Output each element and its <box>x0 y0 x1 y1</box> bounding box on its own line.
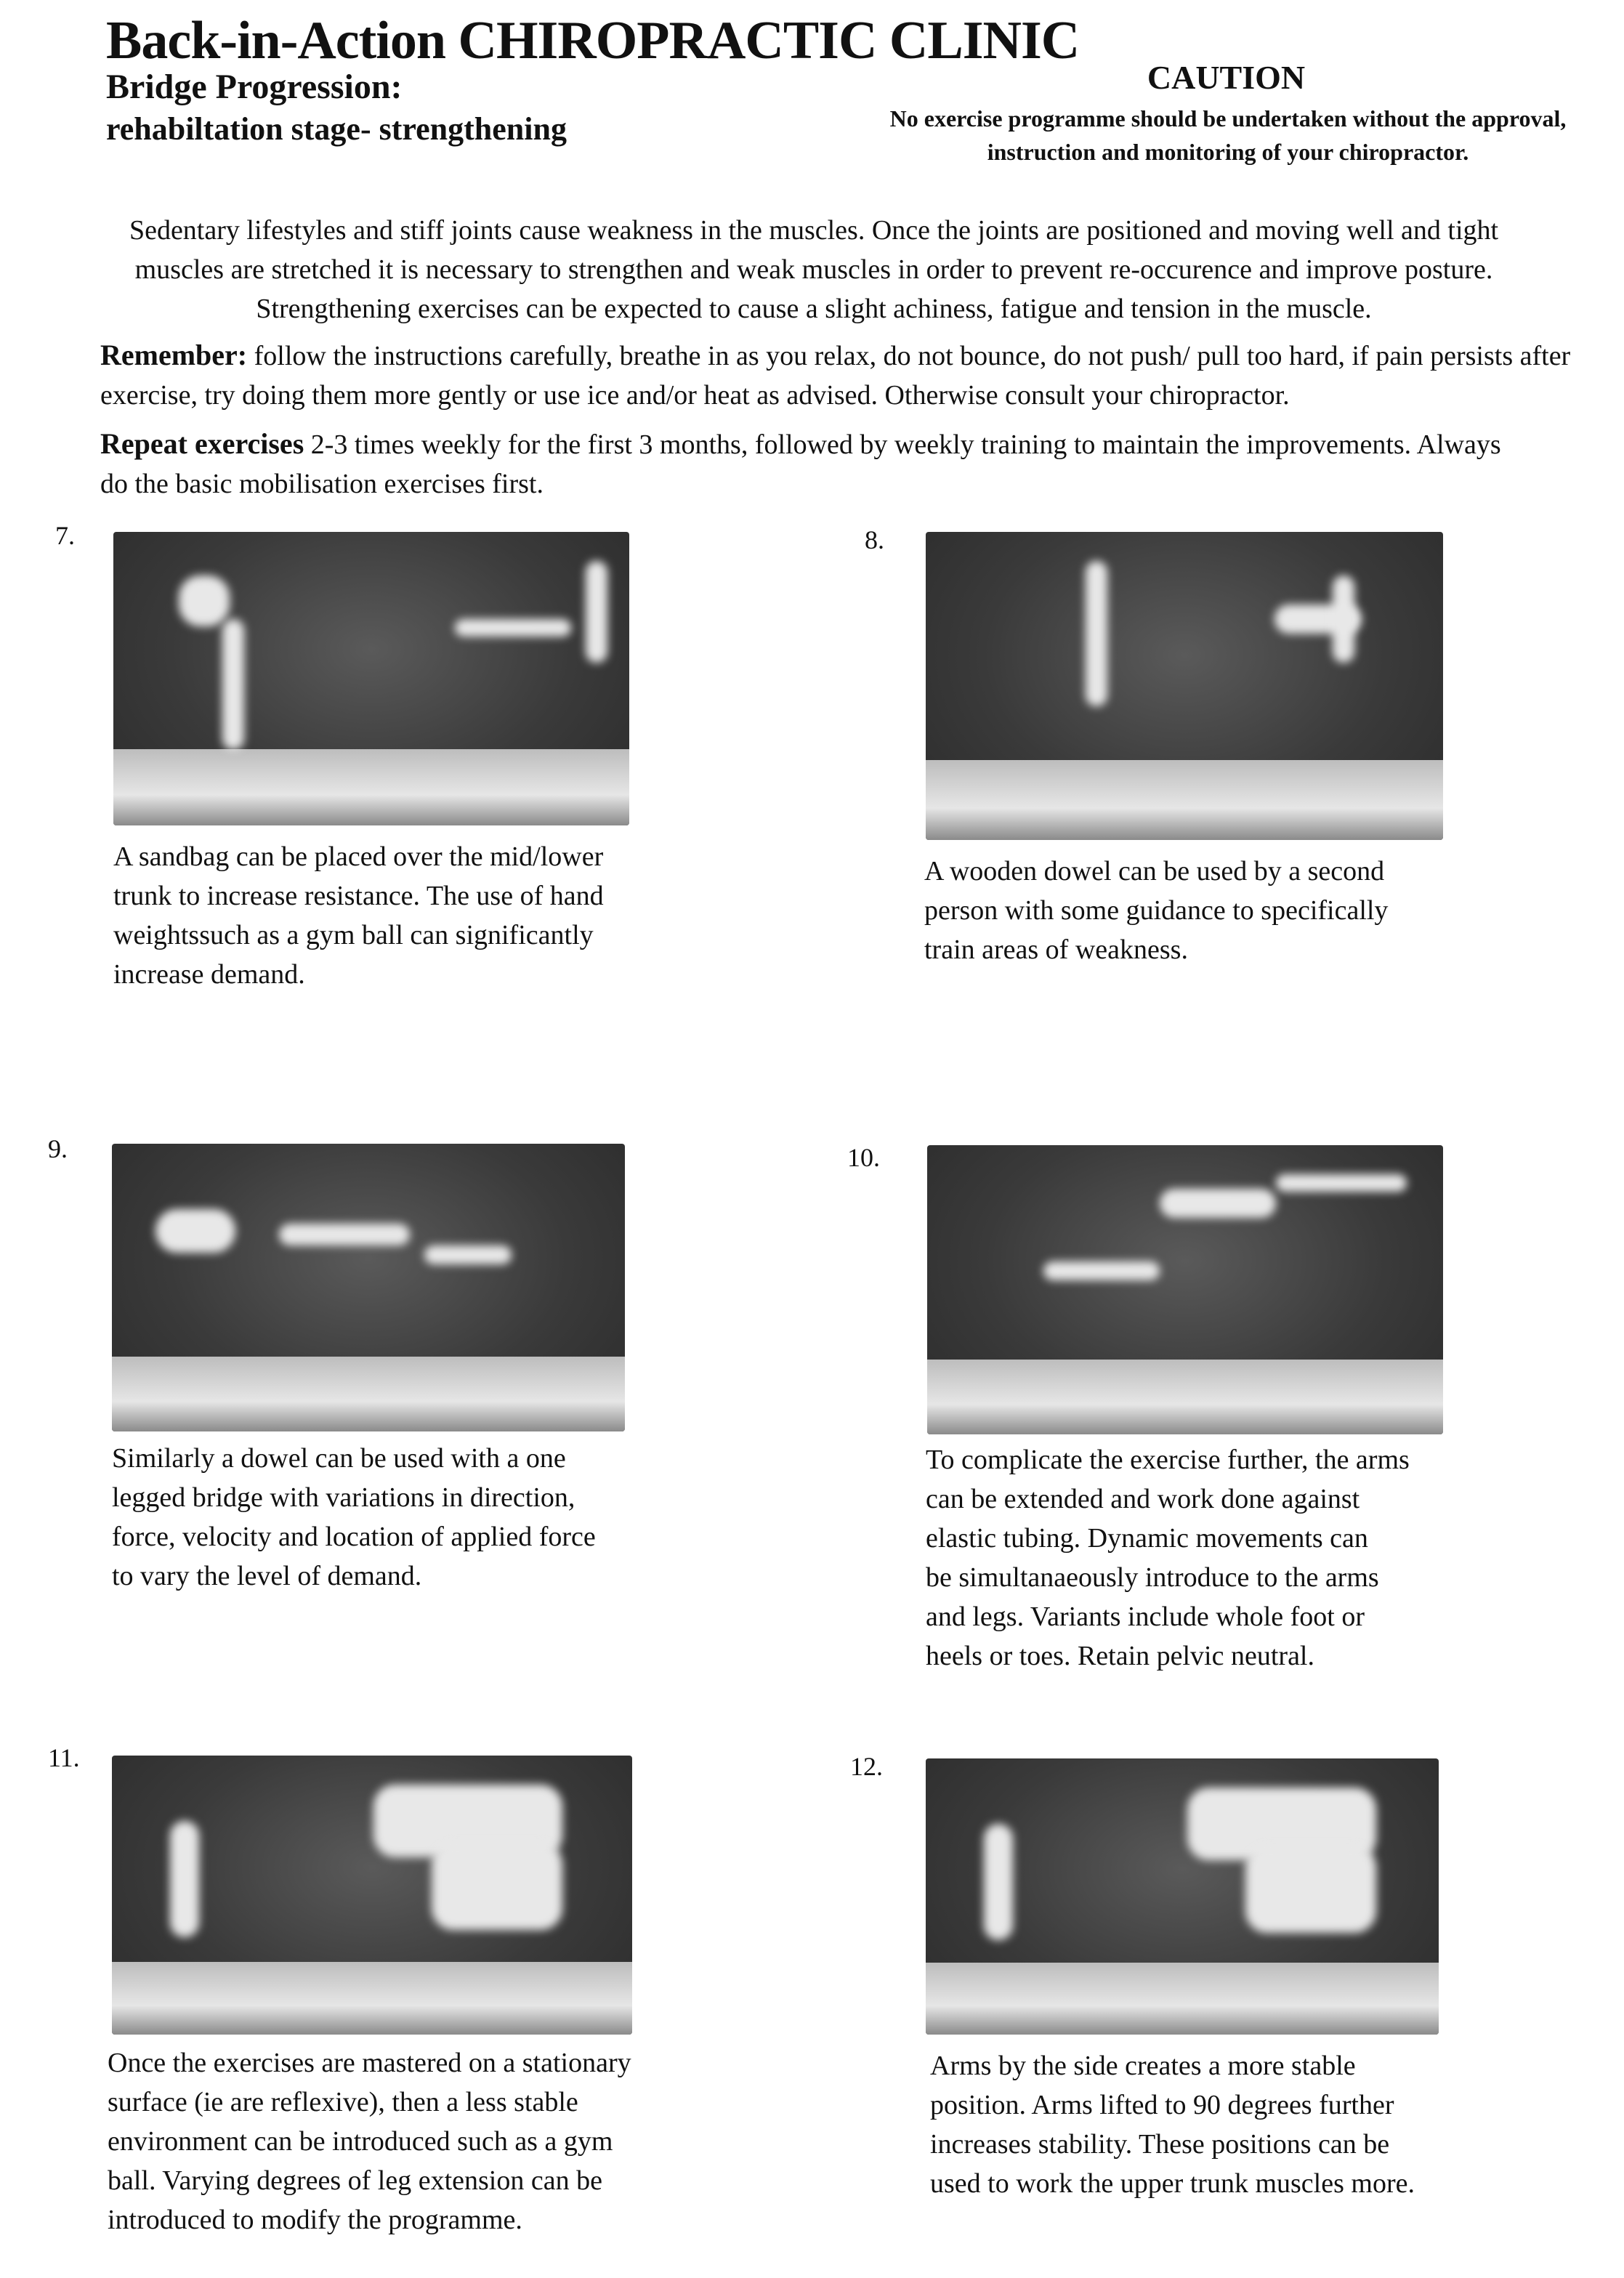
figure-shape <box>586 561 607 663</box>
photo-floor <box>112 1962 632 2035</box>
exercise-number: 7. <box>55 521 75 550</box>
clinic-title: Back-in-Action CHIROPRACTIC CLINIC <box>106 11 1080 70</box>
repeat-text: 2-3 times weekly for the first 3 months, followed by weekly training to maintain the improvements. Always do the basic mobilisation exercises first. <box>100 429 1501 499</box>
remember-paragraph <box>100 336 1583 415</box>
caption-line: and legs. Variants include whole foot or <box>926 1602 1365 1632</box>
figure-shape <box>1333 575 1354 663</box>
exercise-caption <box>930 2046 1415 2203</box>
exercise-number: 8. <box>865 525 884 554</box>
exercise-photo <box>112 1756 632 2035</box>
figure-shape <box>1276 1174 1407 1192</box>
figure-shape <box>1043 1261 1160 1280</box>
repeat-label: Repeat exercises <box>100 427 304 460</box>
exercise-caption <box>112 1439 596 1596</box>
caption-line: used to work the upper trunk muscles more. <box>930 2168 1415 2199</box>
caption-line: increases stability. These positions can be <box>930 2129 1390 2160</box>
figure-shape <box>424 1245 512 1264</box>
exercise-number: 9. <box>48 1134 68 1163</box>
caption-line: be simultanaeously introduce to the arms <box>926 1562 1379 1593</box>
figure-shape <box>279 1224 410 1245</box>
exercise-photo <box>926 1758 1439 2035</box>
figure-shape <box>155 1209 235 1253</box>
repeat-paragraph <box>100 424 1517 504</box>
figure-shape <box>1245 1846 1376 1933</box>
remember-text: follow the instructions carefully, breathe in as you relax, do not bounce, do not push/ pull too hard, if pain persists after exercise, try doing them more gently or use ice and/or heat as advised. Otherwise consult your chiropractor. <box>100 341 1571 411</box>
exercise-photo <box>926 532 1443 840</box>
caption-line: ball. Varying degrees of leg extension can be <box>108 2165 602 2196</box>
exercise-number: 12. <box>850 1752 883 1781</box>
figure-shape <box>170 1821 199 1937</box>
caption-line: to vary the level of demand. <box>112 1561 422 1591</box>
caption-line: weightssuch as a gym ball can significantly <box>113 920 594 950</box>
exercise-caption <box>108 2043 631 2239</box>
figure-shape <box>222 619 244 750</box>
figure-shape <box>1160 1189 1276 1218</box>
exercise-number: 11. <box>48 1743 80 1772</box>
caution-heading: CAUTION <box>1147 59 1306 96</box>
page-subtitle: Bridge Progression: <box>106 68 403 106</box>
caption-line: introduced to modify the programme. <box>108 2205 522 2235</box>
caption-line: A wooden dowel can be used by a second <box>924 856 1385 886</box>
photo-floor <box>112 1357 625 1431</box>
caption-line: can be extended and work done against <box>926 1484 1360 1514</box>
caption-line: elastic tubing. Dynamic movements can <box>926 1523 1368 1554</box>
caption-line: trunk to increase resistance. The use of hand <box>113 881 604 911</box>
figure-shape <box>432 1843 562 1930</box>
figure-shape <box>1086 561 1107 706</box>
caption-line: surface (ie are reflexive), then a less stable <box>108 2087 578 2117</box>
figure-shape <box>984 1824 1013 1940</box>
caption-line: Arms by the side creates a more stable <box>930 2051 1356 2081</box>
caution-text: No exercise programme should be undertaken without the approval, instruction and monitoring of your chiropractor. <box>889 105 1567 165</box>
photo-floor <box>926 1963 1439 2035</box>
caption-line: environment can be introduced such as a gym <box>108 2126 613 2157</box>
exercise-photo <box>113 532 629 825</box>
caption-line: Once the exercises are mastered on a stationary <box>108 2048 631 2078</box>
caption-line: legged bridge with variations in direction, <box>112 1482 575 1513</box>
caption-line: train areas of weakness. <box>924 934 1188 965</box>
photo-floor <box>926 760 1443 840</box>
exercise-caption <box>924 852 1388 969</box>
exercise-photo <box>112 1144 625 1431</box>
exercise-caption <box>926 1440 1410 1676</box>
exercise-number: 10. <box>847 1143 880 1172</box>
photo-floor <box>113 749 629 825</box>
caption-line: position. Arms lifted to 90 degrees further <box>930 2090 1394 2120</box>
photo-floor <box>927 1360 1443 1434</box>
caption-line: increase demand. <box>113 959 305 990</box>
remember-label: Remember: <box>100 339 248 371</box>
intro-paragraph: Sedentary lifestyles and stiff joints cause weakness in the muscles. Once the joints are positioned and moving well and tight muscles are stretched it is necessary to strengthen and weak muscles in order to prevent re-occurence and improve posture. Strengthening exercises can be expected to cause a slight achiness, fatigue and tension in the muscle. <box>129 215 1499 324</box>
stage-label: rehabiltation stage- strengthening <box>106 111 567 147</box>
figure-shape <box>455 619 571 637</box>
figure-shape <box>179 575 230 626</box>
caption-line: heels or toes. Retain pelvic neutral. <box>926 1641 1314 1671</box>
exercise-photo <box>927 1145 1443 1434</box>
caption-line: To complicate the exercise further, the arms <box>926 1445 1410 1475</box>
caption-line: Similarly a dowel can be used with a one <box>112 1443 566 1474</box>
caption-line: person with some guidance to specifically <box>924 895 1389 926</box>
caption-line: force, velocity and location of applied force <box>112 1522 596 1552</box>
caption-line: A sandbag can be placed over the mid/lower <box>113 841 604 872</box>
exercise-caption <box>113 837 604 994</box>
